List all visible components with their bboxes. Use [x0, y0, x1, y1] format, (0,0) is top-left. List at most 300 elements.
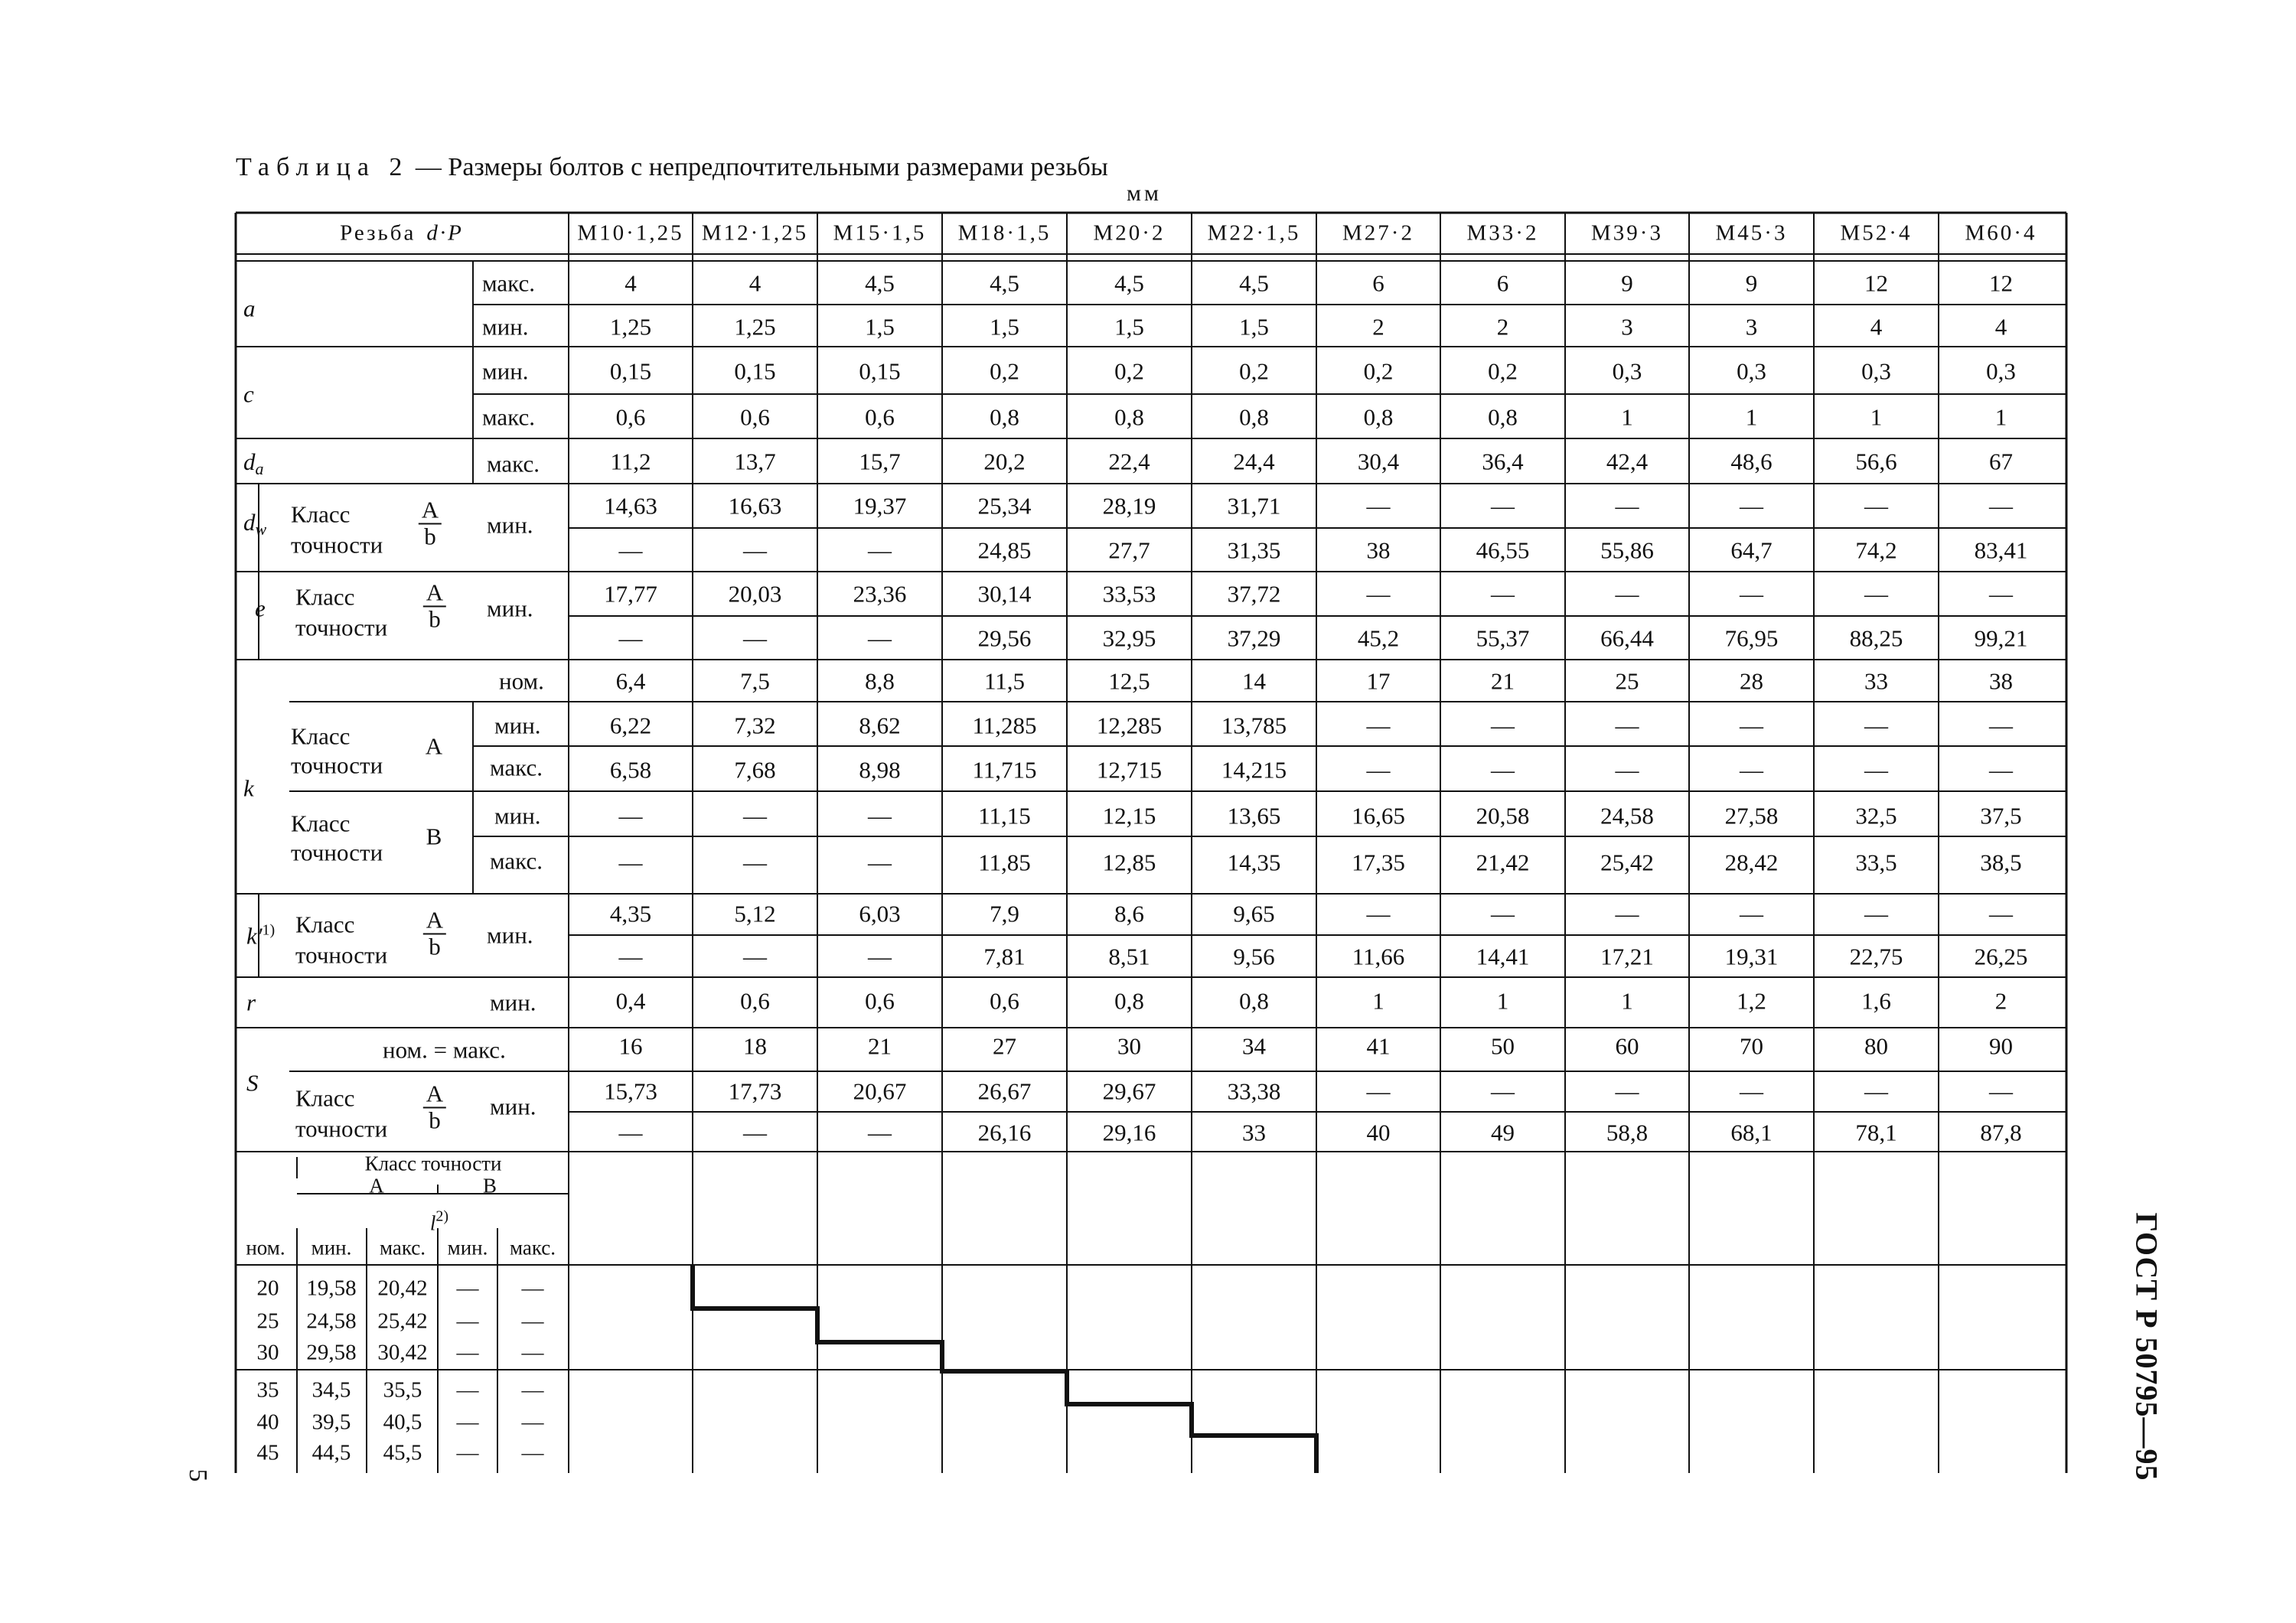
lengths-class-b: B: [482, 1174, 497, 1198]
k-class-b-max-value: 14,35: [1227, 849, 1281, 876]
k-class-b-min-value: 11,15: [978, 802, 1031, 829]
dw-class-b-value: 83,41: [1974, 536, 2028, 564]
k-class-a-max-value: —: [1740, 756, 1763, 784]
kp-class-a-value: 5,12: [734, 900, 776, 927]
kp-class-a-value: 6,03: [859, 900, 901, 927]
a-min-value: 1,5: [865, 313, 895, 341]
lengths-cell: —: [521, 1340, 544, 1365]
e-class-a-value: 30,14: [977, 580, 1032, 608]
lengths-col-maks-b: макс.: [509, 1236, 556, 1260]
label-maks: макс.: [482, 269, 535, 297]
lengths-l-main: l: [429, 1211, 436, 1235]
lengths-l-symbol: [430, 1209, 448, 1234]
kp-class-b-value: —: [743, 943, 767, 970]
column-header: M33·2: [1466, 220, 1539, 246]
k-class-b-min-value: —: [743, 802, 767, 829]
k-class-a-min-value: 11,285: [972, 712, 1037, 739]
k-nom-value: 21: [1491, 667, 1515, 695]
s-class-b-value: 87,8: [1980, 1119, 2022, 1146]
dw-class-b-value: 74,2: [1855, 536, 1897, 564]
e-class-a-value: —: [1989, 580, 2013, 608]
k-class-a-max-value: 14,215: [1221, 756, 1287, 784]
symbol-k-prime: [246, 923, 275, 948]
s-class-a-value: —: [1615, 1077, 1639, 1105]
k-class-b-min-value: 12,15: [1102, 802, 1156, 829]
e-class-klass: Класс: [295, 583, 355, 611]
a-min-value: 1,25: [609, 313, 652, 341]
lengths-cell: —: [456, 1340, 479, 1365]
lengths-l-superscript: 2): [435, 1207, 449, 1225]
r-min-value: 0,8: [1114, 987, 1144, 1015]
e-class-a-value: 20,03: [728, 580, 782, 608]
lengths-cell: —: [521, 1309, 544, 1334]
caption-text: — Размеры болтов с непредпочтительными размерами резьбы: [409, 153, 1108, 181]
c-min-value: 0,15: [734, 357, 776, 385]
c-max-value: 0,8: [990, 403, 1019, 431]
s-class-b-value: 78,1: [1855, 1119, 1897, 1146]
k-class-b-min-value: 13,65: [1227, 802, 1281, 829]
k-class-a-max-value: —: [1366, 756, 1391, 784]
s-nom-value: 90: [1989, 1032, 2013, 1060]
kp-class-b-value: 17,21: [1600, 943, 1654, 970]
s-class-tochnosti: точности: [295, 1115, 388, 1142]
c-max-value: 0,8: [1363, 403, 1394, 431]
kp-class-a-value: 8,6: [1114, 900, 1144, 927]
kp-class-fraction-b: b: [429, 933, 441, 960]
lengths-cell: 39,5: [311, 1410, 351, 1435]
r-min-value: 1,6: [1861, 987, 1891, 1015]
a-max-value: 12: [1989, 269, 2013, 297]
k-class-b-min-value: 24,58: [1600, 802, 1654, 829]
s-class-b-value: 68,1: [1730, 1119, 1773, 1146]
kp-class-a-value: 9,65: [1233, 900, 1275, 927]
s-nom-value: 21: [868, 1032, 892, 1060]
symbol-dw-subscript: w: [255, 520, 267, 539]
dw-class-a-value: 16,63: [728, 492, 782, 520]
dw-class-b-value: —: [743, 536, 767, 564]
c-max-value: 1: [1745, 403, 1758, 431]
kp-class-b-value: 8,51: [1108, 943, 1150, 970]
column-header: M39·3: [1591, 220, 1663, 246]
k-class-b-max-value: —: [743, 849, 767, 876]
k-class-b-min-value: 16,65: [1352, 802, 1405, 829]
kp-class-a-value: 4,35: [609, 900, 652, 927]
symbol-r: [246, 991, 256, 1015]
k-class-a-min-value: 13,785: [1221, 712, 1287, 739]
s-class-a-value: 20,67: [853, 1077, 907, 1105]
k-nom-value: 28: [1740, 667, 1763, 695]
kp-class-klass: Класс: [295, 911, 355, 938]
label-nom-eq-maks: ном. = макс.: [383, 1036, 506, 1064]
e-class-fraction-b: b: [429, 605, 441, 632]
lengths-cell: —: [456, 1276, 479, 1301]
kp-class-a-value: —: [1740, 900, 1763, 927]
da-max-value: 67: [1989, 448, 2013, 475]
s-class-b-value: —: [868, 1119, 892, 1146]
lengths-cell: —: [521, 1410, 544, 1435]
da-max-value: 22,4: [1108, 448, 1150, 475]
symbol-e-main: e: [255, 595, 266, 622]
symbol-da-main: d: [243, 448, 256, 475]
dw-class-a-value: 19,37: [853, 492, 907, 520]
da-max-value: 48,6: [1730, 448, 1773, 475]
k-class-b-max-value: 12,85: [1102, 849, 1156, 876]
lengths-cell: 25,42: [377, 1309, 428, 1334]
c-max-value: 1: [1621, 403, 1633, 431]
dw-class-b-value: —: [868, 536, 892, 564]
kp-class-a-value: —: [1491, 900, 1515, 927]
label-min: мин.: [494, 802, 541, 829]
k-class-a-max-value: —: [1615, 756, 1639, 784]
e-class-b-value: 76,95: [1724, 624, 1779, 652]
e-class-a-value: —: [1366, 580, 1391, 608]
lengths-cell: 44,5: [311, 1440, 351, 1465]
a-min-value: 1,5: [1114, 313, 1144, 341]
units-label: мм: [1127, 181, 1162, 206]
a-max-value: 6: [1496, 269, 1509, 297]
column-header: M10·1,25: [577, 220, 684, 246]
dw-class-b-value: 27,7: [1108, 536, 1150, 564]
lengths-cell: 35,5: [383, 1377, 422, 1403]
kp-class-fraction-A: A: [423, 908, 446, 934]
dw-class-klass: Класс: [291, 500, 351, 528]
c-max-value: 0,8: [1114, 403, 1144, 431]
dw-class-b-value: 64,7: [1730, 536, 1773, 564]
kp-class-b-value: 19,31: [1724, 943, 1779, 970]
r-min-value: 1: [1496, 987, 1509, 1015]
kp-class-a-value: —: [1989, 900, 2013, 927]
k-class-a-tochnosti: точности: [291, 751, 383, 779]
dw-class-a-value: —: [1491, 492, 1515, 520]
lengths-col-min-b: мин.: [447, 1236, 488, 1260]
c-min-value: 0,3: [1737, 357, 1766, 385]
s-class-b-value: 26,16: [977, 1119, 1032, 1146]
lengths-cell: 20,42: [377, 1276, 428, 1301]
k-nom-value: 12,5: [1108, 667, 1150, 695]
r-min-value: 1,2: [1737, 987, 1766, 1015]
r-min-value: 0,6: [740, 987, 770, 1015]
r-min-value: 0,6: [865, 987, 895, 1015]
thread-header-symbol: d·P: [426, 220, 464, 246]
kp-class-a-value: —: [1864, 900, 1888, 927]
k-class-a-min-value: —: [1366, 712, 1391, 739]
k-class-b-min-value: 37,5: [1980, 802, 2022, 829]
symbol-dw: [243, 510, 266, 538]
k-class-a-max-value: —: [1491, 756, 1515, 784]
label-min: мин.: [490, 1093, 536, 1120]
e-class-b-value: —: [618, 624, 643, 652]
e-class-a-value: —: [1740, 580, 1763, 608]
symbol-a-main: a: [243, 295, 256, 322]
kp-class-b-value: —: [618, 943, 643, 970]
s-nom-value: 50: [1491, 1032, 1515, 1060]
k-class-a-max-value: 6,58: [609, 756, 652, 784]
e-class-b-value: 37,29: [1227, 624, 1281, 652]
label-min: мин.: [487, 921, 533, 949]
c-min-value: 0,3: [1612, 357, 1642, 385]
column-header: M52·4: [1840, 220, 1913, 246]
c-min-value: 0,2: [1114, 357, 1144, 385]
a-min-value: 3: [1621, 313, 1633, 341]
s-class-b-value: 40: [1366, 1119, 1391, 1146]
dw-class-a-value: —: [1366, 492, 1391, 520]
a-min-value: 2: [1496, 313, 1509, 341]
label-min: мин.: [482, 313, 529, 341]
kp-class-b-value: 11,66: [1352, 943, 1405, 970]
symbol-c-main: c: [243, 380, 254, 408]
k-class-a-min-value: —: [1491, 712, 1515, 739]
k-class-b-max-value: 28,42: [1724, 849, 1779, 876]
lengths-cell: 35: [256, 1377, 279, 1403]
r-min-value: 0,6: [990, 987, 1019, 1015]
e-class-b-value: 99,21: [1974, 624, 2028, 652]
a-min-value: 2: [1372, 313, 1384, 341]
document-side-title: ГОСТ Р 50795—95: [2129, 1212, 2164, 1481]
k-class-a-max-value: —: [1864, 756, 1888, 784]
c-max-value: 0,6: [740, 403, 770, 431]
dw-class-tochnosti: точности: [291, 531, 383, 559]
s-class-a-value: 29,67: [1102, 1077, 1156, 1105]
e-class-fraction: [423, 580, 446, 631]
e-class-a-value: —: [1491, 580, 1515, 608]
s-class-fraction-A: A: [423, 1081, 446, 1108]
e-class-a-value: 33,53: [1102, 580, 1156, 608]
kp-class-b-value: 14,41: [1476, 943, 1530, 970]
k-nom-value: 8,8: [865, 667, 895, 695]
k-class-b-min-value: —: [618, 802, 643, 829]
s-nom-value: 80: [1864, 1032, 1888, 1060]
k-class-b-max-value: 11,85: [978, 849, 1031, 876]
k-class-b-tochnosti: точности: [291, 839, 383, 866]
k-class-a-max-value: 8,98: [859, 756, 901, 784]
k-class-b-max-value: —: [868, 849, 892, 876]
symbol-r-main: r: [246, 989, 256, 1016]
lengths-cell: 19,58: [306, 1276, 357, 1301]
s-class-a-value: 26,67: [977, 1077, 1032, 1105]
kp-class-b-value: 9,56: [1233, 943, 1275, 970]
symbol-k-prime-main: k′: [246, 922, 263, 950]
c-min-value: 0,3: [1861, 357, 1891, 385]
lengths-col-min: мин.: [311, 1236, 352, 1260]
da-max-value: 36,4: [1482, 448, 1524, 475]
k-class-b-min-value: 32,5: [1855, 802, 1897, 829]
k-nom-value: 11,5: [983, 667, 1026, 695]
a-max-value: 4,5: [865, 269, 895, 297]
lengths-col-nom: ном.: [246, 1236, 285, 1260]
dw-class-a-value: 25,34: [977, 492, 1032, 520]
c-max-value: 0,8: [1488, 403, 1518, 431]
a-min-value: 1,25: [734, 313, 776, 341]
symbol-a: [243, 297, 256, 321]
lengths-klass-tochnosti: Класс точности: [364, 1152, 502, 1175]
lengths-cell: —: [456, 1440, 479, 1465]
e-class-b-value: 29,56: [977, 624, 1032, 652]
dw-class-a-value: —: [1989, 492, 2013, 520]
s-class-b-value: 33: [1242, 1119, 1266, 1146]
dw-class-b-value: 55,86: [1600, 536, 1654, 564]
lengths-cell: —: [521, 1276, 544, 1301]
column-header: M60·4: [1965, 220, 2037, 246]
kp-class-fraction: [423, 908, 446, 959]
da-max-value: 13,7: [734, 448, 776, 475]
e-class-b-value: —: [868, 624, 892, 652]
k-nom-value: 33: [1864, 667, 1888, 695]
k-class-a-min-value: 6,22: [609, 712, 652, 739]
k-class-b-klass: Класс: [291, 810, 351, 837]
a-min-value: 4: [1994, 313, 2007, 341]
a-min-value: 3: [1745, 313, 1758, 341]
e-class-b-value: 66,44: [1600, 624, 1654, 652]
symbol-da-subscript: a: [255, 459, 264, 478]
a-max-value: 9: [1745, 269, 1758, 297]
k-class-a-min-value: —: [1615, 712, 1639, 739]
s-class-a-value: 15,73: [604, 1077, 657, 1105]
k-class-a-max-value: 7,68: [734, 756, 776, 784]
a-max-value: 4,5: [1114, 269, 1144, 297]
dw-class-a-value: 14,63: [604, 492, 657, 520]
s-class-klass: Класс: [295, 1084, 355, 1112]
s-class-a-value: —: [1740, 1077, 1763, 1105]
k-nom-value: 6,4: [615, 667, 646, 695]
e-class-tochnosti: точности: [295, 614, 388, 641]
dw-class-fraction-b: b: [424, 523, 436, 549]
c-min-value: 0,3: [1986, 357, 2016, 385]
s-nom-value: 41: [1366, 1032, 1391, 1060]
lengths-cell: 30: [256, 1340, 279, 1365]
e-class-a-value: 17,77: [604, 580, 657, 608]
e-class-b-value: 32,95: [1102, 624, 1156, 652]
a-min-value: 4: [1870, 313, 1883, 341]
da-max-value: 56,6: [1855, 448, 1897, 475]
lengths-cell: 45: [256, 1440, 279, 1465]
k-class-b-max-value: 38,5: [1980, 849, 2022, 876]
k-class-a-klass: Класс: [291, 722, 351, 750]
s-nom-value: 16: [618, 1032, 643, 1060]
da-max-value: 15,7: [859, 448, 901, 475]
lengths-cell: —: [456, 1309, 479, 1334]
label-maks: макс.: [490, 847, 543, 875]
s-class-b-value: 29,16: [1102, 1119, 1156, 1146]
s-class-b-value: 49: [1491, 1119, 1515, 1146]
kp-class-b-value: 26,25: [1974, 943, 2028, 970]
label-min: мин.: [494, 712, 541, 739]
symbol-k-prime-superscript: 1): [262, 921, 276, 939]
k-class-a-min-value: —: [1989, 712, 2013, 739]
lengths-cell: 20: [256, 1276, 279, 1301]
lengths-cell: 34,5: [311, 1377, 351, 1403]
c-min-value: 0,2: [990, 357, 1019, 385]
c-min-value: 0,2: [1363, 357, 1394, 385]
k-class-a-max-value: 12,715: [1096, 756, 1163, 784]
s-class-a-value: —: [1864, 1077, 1888, 1105]
k-class-b-max-value: 33,5: [1855, 849, 1897, 876]
label-min: мин.: [482, 357, 529, 385]
r-min-value: 0,8: [1239, 987, 1269, 1015]
lengths-cell: —: [456, 1377, 479, 1403]
s-class-a-value: 33,38: [1227, 1077, 1281, 1105]
c-min-value: 0,2: [1239, 357, 1269, 385]
k-class-a-min-value: 8,62: [859, 712, 901, 739]
e-class-b-value: —: [743, 624, 767, 652]
s-nom-value: 18: [743, 1032, 767, 1060]
e-class-a-value: —: [1864, 580, 1888, 608]
dw-class-b-value: 31,35: [1227, 536, 1281, 564]
e-class-b-value: 55,37: [1476, 624, 1530, 652]
label-min: мин.: [487, 511, 533, 539]
dw-class-fraction-A: A: [419, 497, 442, 524]
a-max-value: 4: [625, 269, 637, 297]
da-max-value: 11,2: [610, 448, 651, 475]
a-min-value: 1,5: [990, 313, 1019, 341]
e-class-b-value: 45,2: [1357, 624, 1400, 652]
thread-header-label: Резьба: [340, 220, 416, 246]
s-nom-value: 60: [1615, 1032, 1639, 1060]
s-class-a-value: —: [1989, 1077, 2013, 1105]
s-class-fraction: [423, 1081, 446, 1133]
c-min-value: 0,15: [859, 357, 901, 385]
k-class-a-letter: A: [425, 732, 443, 760]
thread-header: [340, 220, 464, 246]
page-number: 5: [184, 1468, 212, 1482]
k-class-b-max-value: —: [618, 849, 643, 876]
k-class-b-min-value: 20,58: [1476, 802, 1530, 829]
column-header: M18·1,5: [957, 220, 1052, 246]
k-class-b-max-value: 17,35: [1352, 849, 1405, 876]
k-class-a-max-value: 11,715: [972, 756, 1037, 784]
label-maks: макс.: [487, 450, 540, 477]
a-max-value: 12: [1864, 269, 1888, 297]
s-class-a-value: 17,73: [728, 1077, 782, 1105]
e-class-a-value: 23,36: [853, 580, 907, 608]
kp-class-a-value: —: [1366, 900, 1391, 927]
lengths-cell: 40,5: [383, 1410, 422, 1435]
s-nom-value: 34: [1242, 1032, 1266, 1060]
r-min-value: 0,4: [615, 987, 646, 1015]
da-max-value: 42,4: [1606, 448, 1649, 475]
symbol-e: [255, 597, 266, 621]
dw-class-a-value: 28,19: [1102, 492, 1156, 520]
k-class-b-max-value: 25,42: [1600, 849, 1654, 876]
s-nom-value: 70: [1740, 1032, 1763, 1060]
lengths-cell: —: [521, 1377, 544, 1403]
k-class-b-min-value: —: [868, 802, 892, 829]
k-nom-value: 17: [1366, 667, 1391, 695]
label-min: мин.: [487, 595, 533, 622]
symbol-k: [243, 774, 254, 802]
dw-class-fraction: [419, 497, 442, 549]
s-class-b-value: 58,8: [1606, 1119, 1649, 1146]
symbol-s: [246, 1071, 259, 1095]
dw-class-a-value: 31,71: [1227, 492, 1281, 520]
e-class-a-value: 37,72: [1227, 580, 1281, 608]
da-max-value: 24,4: [1233, 448, 1275, 475]
k-class-a-min-value: 12,285: [1096, 712, 1163, 739]
a-max-value: 6: [1372, 269, 1384, 297]
dw-class-b-value: 46,55: [1476, 536, 1530, 564]
r-min-value: 2: [1994, 987, 2007, 1015]
lengths-class-a: A: [369, 1174, 384, 1198]
s-nom-value: 27: [993, 1032, 1016, 1060]
k-class-b-letter: B: [426, 823, 442, 850]
k-class-a-min-value: —: [1740, 712, 1763, 739]
c-max-value: 1: [1994, 403, 2007, 431]
e-class-b-value: 88,25: [1849, 624, 1903, 652]
e-class-fraction-A: A: [423, 580, 446, 607]
symbol-s-main: S: [246, 1069, 259, 1097]
column-header: M22·1,5: [1207, 220, 1301, 246]
k-class-a-min-value: 7,32: [734, 712, 776, 739]
da-max-value: 30,4: [1357, 448, 1400, 475]
